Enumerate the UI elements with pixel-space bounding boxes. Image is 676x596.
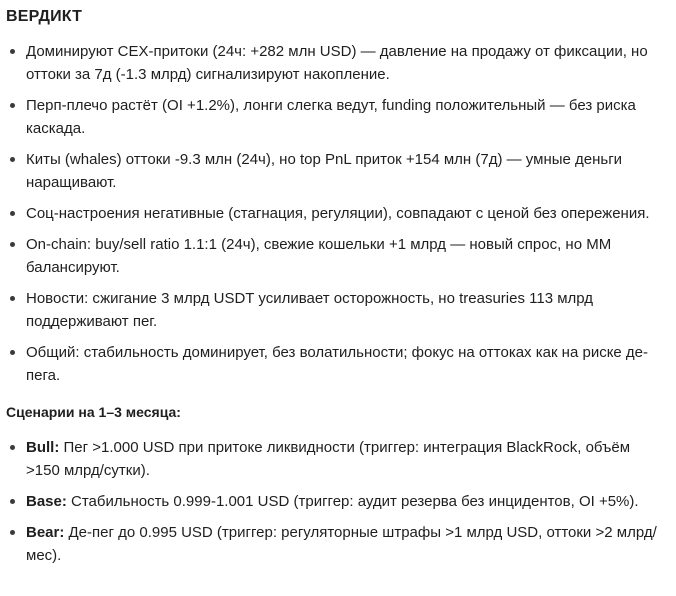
- scenario-text: Стабильность 0.999-1.001 USD (триггер: аудит резерва без инцидентов, OI +5%).: [66, 493, 639, 510]
- list-item-text: On-chain: buy/sell ratio 1.1:1 (24ч), свежие кошельки +1 млрд — новый спрос, но ММ балансируют.: [26, 236, 612, 276]
- scenario-bear: [6, 521, 666, 567]
- bullet-icon: [10, 242, 15, 247]
- list-item: [6, 40, 666, 86]
- verdict-list: [6, 40, 666, 387]
- scenario-base: [6, 490, 666, 513]
- bullet-icon: [10, 103, 15, 108]
- list-item: [6, 233, 666, 279]
- bullet-icon: [10, 499, 15, 504]
- bullet-icon: [10, 49, 15, 54]
- list-item-text: Соц-настроения негативные (стагнация, регуляции), совпадают с ценой без опережения.: [26, 205, 650, 222]
- scenario-text: Пег >1.000 USD при притоке ликвидности (триггер: интеграция BlackRock, объём >150 млрд/сутки).: [26, 439, 631, 479]
- list-item: [6, 148, 666, 194]
- bullet-icon: [10, 296, 15, 301]
- list-item-text: Перп-плечо растёт (OI +1.2%), лонги слегка ведут, funding положительный — без риска каскада.: [26, 97, 636, 137]
- bullet-icon: [10, 157, 15, 162]
- list-item: [6, 341, 666, 387]
- scenario-label: Bear:: [26, 524, 65, 541]
- list-item-text: Киты (whales) оттоки -9.3 млн (24ч), но top PnL приток +154 млн (7д) — умные деньги наращивают.: [26, 151, 623, 191]
- scenario-label: Base:: [26, 493, 67, 510]
- list-item-text: Общий: стабильность доминирует, без волатильности; фокус на оттоках как на риске де-пега.: [26, 344, 649, 384]
- list-item: [6, 94, 666, 140]
- scenario-bull: [6, 436, 666, 482]
- verdict-heading: ВЕРДИКТ: [6, 8, 83, 25]
- list-item-text: Доминируют CEX-притоки (24ч: +282 млн USD) — давление на продажу от фиксации, но оттоки за 7д (-1.3 млрд) сигнализируют накопление.: [26, 43, 648, 83]
- scenario-text: Де-пег до 0.995 USD (триггер: регуляторные штрафы >1 млрд USD, оттоки >2 млрд/мес).: [26, 524, 657, 564]
- list-item-text: Новости: сжигание 3 млрд USDT усиливает осторожность, но treasuries 113 млрд поддерживают пег.: [26, 290, 594, 330]
- bullet-icon: [10, 445, 15, 450]
- bullet-icon: [10, 350, 15, 355]
- scenarios-list: [6, 436, 666, 567]
- list-item: [6, 202, 666, 225]
- scenarios-heading: Сценарии на 1–3 месяца:: [6, 404, 181, 420]
- bullet-icon: [10, 530, 15, 535]
- list-item: [6, 287, 666, 333]
- scenario-label: Bull:: [26, 439, 60, 456]
- bullet-icon: [10, 211, 15, 216]
